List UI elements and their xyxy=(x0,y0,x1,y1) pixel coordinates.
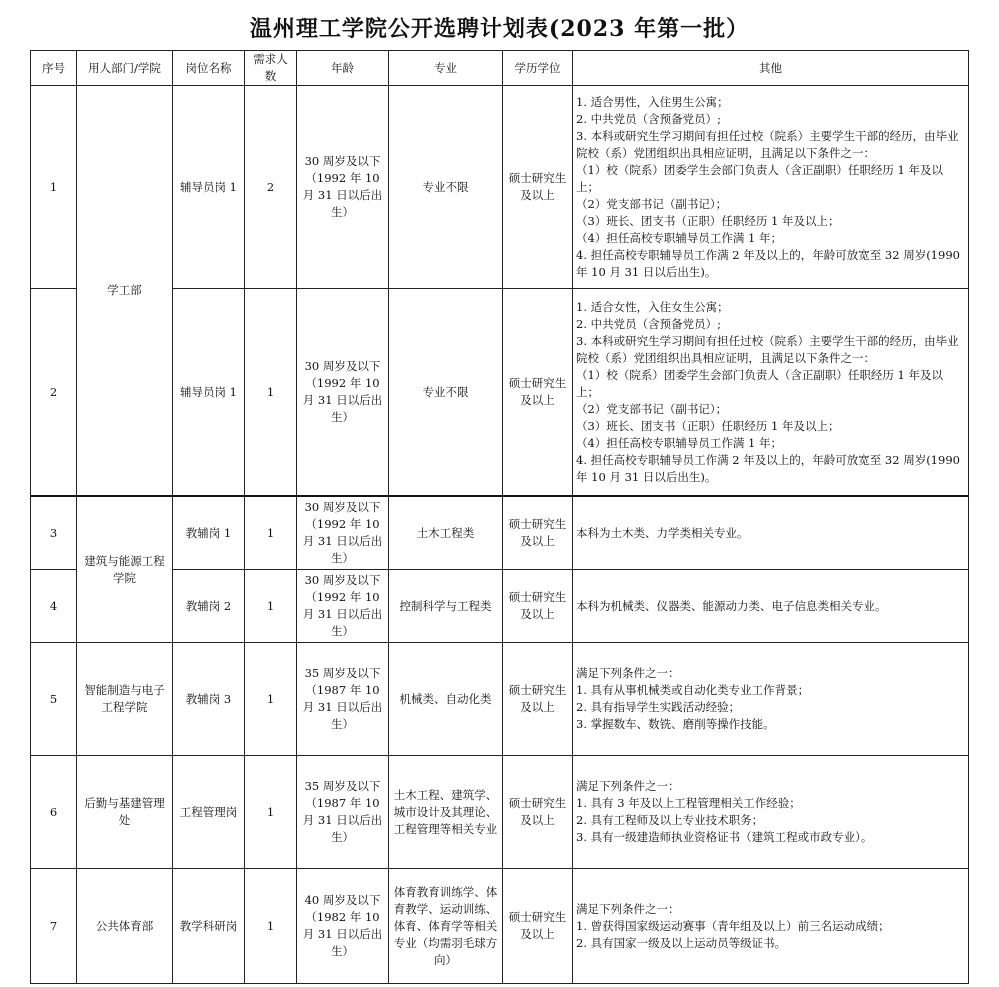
cell-num: 2 xyxy=(245,86,297,289)
header-num: 需求人数 xyxy=(245,51,297,86)
other-line: （3）班长、团支书（正职）任职经历 1 年及以上； xyxy=(576,418,840,433)
table-row xyxy=(31,86,969,289)
other-line: 本科为土木类、力学类相关专业。 xyxy=(576,525,749,540)
cell-age: 35 周岁及以下（1987 年 10 月 31 日以后出生） xyxy=(297,643,389,756)
cell-major: 控制科学与工程类 xyxy=(389,570,503,643)
cell-other xyxy=(573,756,969,869)
header-seq: 序号 xyxy=(31,51,77,86)
header-age: 年龄 xyxy=(297,51,389,86)
cell-degree: 硕士研究生及以上 xyxy=(503,86,573,289)
cell-dept: 公共体育部 xyxy=(77,869,173,984)
cell-other xyxy=(573,496,969,570)
cell-degree: 硕士研究生及以上 xyxy=(503,756,573,869)
cell-post: 教辅岗 2 xyxy=(173,570,245,643)
header-degree: 学历学位 xyxy=(503,51,573,86)
cell-major: 专业不限 xyxy=(389,86,503,289)
cell-seq: 6 xyxy=(31,756,77,869)
other-line: 满足下列条件之一： xyxy=(576,666,680,680)
cell-num: 1 xyxy=(245,496,297,570)
cell-dept: 后勤与基建管理处 xyxy=(77,756,173,869)
cell-major: 体育教育训练学、体育教学、运动训练、体育、体育学等相关专业（均需羽毛球方向） xyxy=(389,869,503,984)
other-line: 满足下列条件之一： xyxy=(576,901,680,916)
recruitment-table xyxy=(30,50,969,984)
cell-num: 1 xyxy=(245,756,297,869)
other-line: 1. 适合男性，入住男生公寓； xyxy=(576,94,729,109)
cell-num: 1 xyxy=(245,643,297,756)
table-row xyxy=(31,869,969,984)
cell-major: 土木工程、建筑学、城市设计及其理论、工程管理等相关专业 xyxy=(389,756,503,869)
cell-major: 专业不限 xyxy=(389,289,503,497)
cell-degree: 硕士研究生及以上 xyxy=(503,570,573,643)
other-line: 1. 曾获得国家级运动赛事（青年组及以上）前三名运动成绩； xyxy=(576,918,890,933)
cell-post: 教辅岗 3 xyxy=(173,643,245,756)
cell-other xyxy=(573,643,969,756)
cell-seq: 1 xyxy=(31,86,77,289)
other-line: （3）班长、团支书（正职）任职经历 1 年及以上； xyxy=(576,213,840,228)
cell-degree: 硕士研究生及以上 xyxy=(503,289,573,497)
cell-post: 工程管理岗 xyxy=(173,756,245,869)
cell-seq: 3 xyxy=(31,496,77,570)
cell-major: 土木工程类 xyxy=(389,496,503,570)
cell-other xyxy=(573,570,969,643)
cell-dept: 建筑与能源工程学院 xyxy=(77,496,173,643)
other-line: （2）党支部书记（副书记）； xyxy=(576,196,728,211)
page-title: 温州理工学院公开选聘计划表(2023 年第一批） xyxy=(249,16,750,42)
header-dept: 用人部门/学院 xyxy=(77,51,173,86)
other-line: 1. 适合女性，入住女生公寓； xyxy=(576,299,729,314)
cell-seq: 4 xyxy=(31,570,77,643)
cell-age: 35 周岁及以下（1987 年 10 月 31 日以后出生） xyxy=(297,756,389,869)
cell-other xyxy=(573,86,969,289)
other-line: 3. 掌握数车、数铣、磨削等操作技能。 xyxy=(576,717,775,731)
cell-major: 机械类、自动化类 xyxy=(389,643,503,756)
other-line: 1. 具有 3 年及以上工程管理相关工作经验； xyxy=(576,796,801,810)
other-line: 3. 本科或研究生学习期间有担任过校（院系）主要学生干部的经历，由毕业院校（系）党团组织出具相应证明，且满足以下条件之一： xyxy=(576,128,959,160)
cell-seq: 7 xyxy=(31,869,77,984)
cell-age: 40 周岁及以下（1982 年 10 月 31 日以后出生） xyxy=(297,869,389,984)
other-line: 3. 本科或研究生学习期间有担任过校（院系）主要学生干部的经历，由毕业院校（系）党团组织出具相应证明，且满足以下条件之一： xyxy=(576,333,959,365)
cell-degree: 硕士研究生及以上 xyxy=(503,643,573,756)
cell-num: 1 xyxy=(245,869,297,984)
other-line: 4. 担任高校专职辅导员工作满 2 年及以上的，年龄可放宽至 32 周岁(1990 年 10 月 31 日以后出生)。 xyxy=(576,452,960,484)
cell-degree: 硕士研究生及以上 xyxy=(503,869,573,984)
table-row xyxy=(31,496,969,570)
header-post: 岗位名称 xyxy=(173,51,245,86)
cell-age: 30 周岁及以下（1992 年 10 月 31 日以后出生） xyxy=(297,570,389,643)
cell-other xyxy=(573,289,969,497)
other-line: 本科为机械类、仪器类、能源动力类、电子信息类相关专业。 xyxy=(576,598,887,613)
other-line: 满足下列条件之一： xyxy=(576,779,680,793)
cell-other xyxy=(573,869,969,984)
cell-post: 辅导员岗 1 xyxy=(173,86,245,289)
table-row xyxy=(31,756,969,869)
other-line: 1. 具有从事机械类或自动化类专业工作背景； xyxy=(576,683,810,697)
table-header-row xyxy=(31,51,969,86)
other-line: 3. 具有一级建造师执业资格证书（建筑工程或市政专业）。 xyxy=(576,830,873,844)
cell-post: 教学科研岗 xyxy=(173,869,245,984)
cell-dept: 智能制造与电子工程学院 xyxy=(77,643,173,756)
cell-degree: 硕士研究生及以上 xyxy=(503,496,573,570)
cell-age: 30 周岁及以下（1992 年 10 月 31 日以后出生） xyxy=(297,496,389,570)
cell-num: 1 xyxy=(245,289,297,497)
other-line: （4）担任高校专职辅导员工作满 1 年； xyxy=(576,435,782,450)
other-line: （1）校（院系）团委学生会部门负责人（含正副职）任职经历 1 年及以上； xyxy=(576,367,943,399)
other-line: 2. 具有工程师及以上专业技术职务； xyxy=(576,813,764,827)
cell-age: 30 周岁及以下（1992 年 10 月 31 日以后出生） xyxy=(297,289,389,497)
other-line: 2. 中共党员（含预备党员）; xyxy=(576,111,722,126)
header-major: 专业 xyxy=(389,51,503,86)
other-line: 2. 具有国家一级及以上运动员等级证书。 xyxy=(576,935,787,950)
cell-age: 30 周岁及以下（1992 年 10 月 31 日以后出生） xyxy=(297,86,389,289)
cell-dept: 学工部 xyxy=(77,86,173,497)
table-row xyxy=(31,643,969,756)
other-line: 4. 担任高校专职辅导员工作满 2 年及以上的，年龄可放宽至 32 周岁(1990 年 10 月 31 日以后出生)。 xyxy=(576,247,960,279)
other-line: 2. 中共党员（含预备党员）; xyxy=(576,316,722,331)
other-line: 2. 具有指导学生实践活动经验； xyxy=(576,700,741,714)
header-other: 其他 xyxy=(573,51,969,86)
cell-seq: 5 xyxy=(31,643,77,756)
cell-post: 辅导员岗 1 xyxy=(173,289,245,497)
other-line: （4）担任高校专职辅导员工作满 1 年； xyxy=(576,230,782,245)
cell-post: 教辅岗 1 xyxy=(173,496,245,570)
cell-seq: 2 xyxy=(31,289,77,497)
cell-num: 1 xyxy=(245,570,297,643)
other-line: （2）党支部书记（副书记）； xyxy=(576,401,728,416)
other-line: （1）校（院系）团委学生会部门负责人（含正副职）任职经历 1 年及以上； xyxy=(576,162,943,194)
